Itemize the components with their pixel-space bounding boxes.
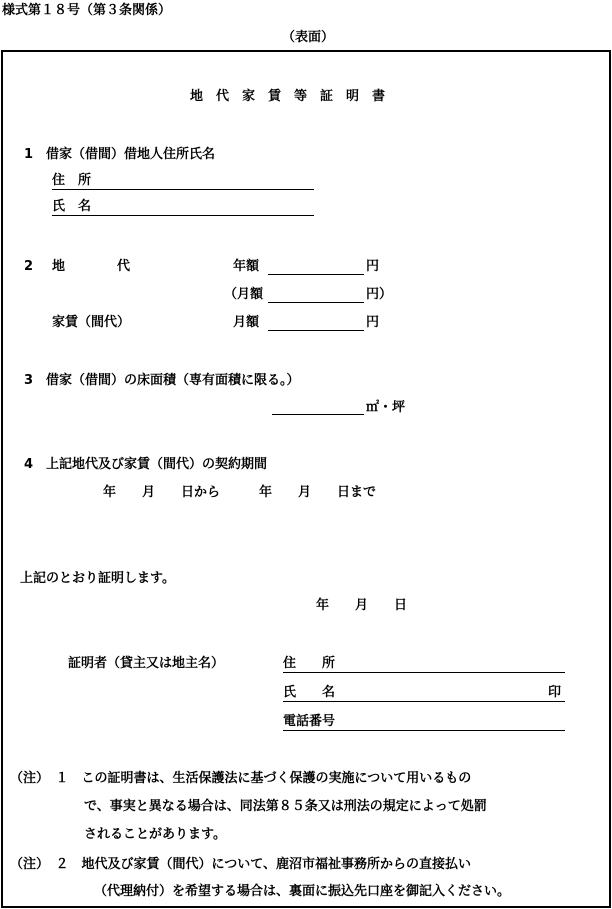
item2-monthly-yen-close: 円） [366,287,393,302]
item1-address-field[interactable] [52,189,314,190]
certify-statement: 上記のとおり証明します。 [20,571,175,586]
item3-area-field[interactable] [272,414,364,415]
item1-address-label: 住 所 [52,173,92,188]
item2-monthly-paren-label: （月額 [224,287,264,302]
item2-house-rent-yen: 円 [366,315,380,330]
certifier-phone-field[interactable] [283,730,565,731]
item1-label: 1 借家（借間）借地人住所氏名 [24,147,216,162]
item1-name-label: 氏 名 [52,199,92,214]
note1-line3: されることがあります。 [84,827,226,842]
item2-monthly-land-field[interactable] [268,302,364,303]
certifier-name-label: 氏 名 [283,685,336,700]
certifier-label: 証明者（貸主又は地主名） [68,656,225,671]
certifier-address-label: 住 所 [283,656,336,671]
item2-monthly-label: 月額 [233,315,260,330]
note1-line1: （注） １ この証明書は、生活保護法に基づく保護の実施について用いるもの [10,771,472,786]
note1-line2: で、事実と異なる場合は、同法第８５条又は刑法の規定によって処罰 [84,799,487,814]
item2-annual-yen: 円 [366,259,380,274]
certify-date: 年 月 日 [316,598,408,613]
item2-land-rent-label: 地 代 [52,259,131,274]
certifier-phone-label: 電話番号 [283,714,336,729]
page-title: 地代家賃等証明書 [190,89,399,104]
certifier-name-field[interactable] [283,701,565,702]
item3-unit: ㎡・坪 [366,400,406,415]
item4-period: 年 月 日から 年 月 日まで [103,485,377,500]
item2-house-rent-field[interactable] [268,330,364,331]
item2-annual-field[interactable] [268,274,364,275]
item3-label: 3 借家（借間）の床面積（専有面積に限る。） [24,373,300,388]
certifier-address-field[interactable] [283,672,565,673]
form-number: 様式第１８号（第３条関係） [2,3,172,18]
note2-line1: （注） ２ 地代及び家賃（間代）について、鹿沼市福祉事務所からの直接払い [10,857,471,872]
item1-name-field[interactable] [52,215,314,216]
side-label: （表面） [282,30,335,45]
item2-house-rent-label: 家賃（間代） [52,315,131,330]
item4-label: 4 上記地代及び家賃（間代）の契約期間 [24,457,268,472]
note2-line2: （代理納付）を希望する場合は、裏面に振込先口座を御記入ください。 [94,884,511,899]
seal-mark: 印 [548,685,562,700]
item2-number: 2 [24,259,34,274]
item2-annual-label: 年額 [233,259,260,274]
